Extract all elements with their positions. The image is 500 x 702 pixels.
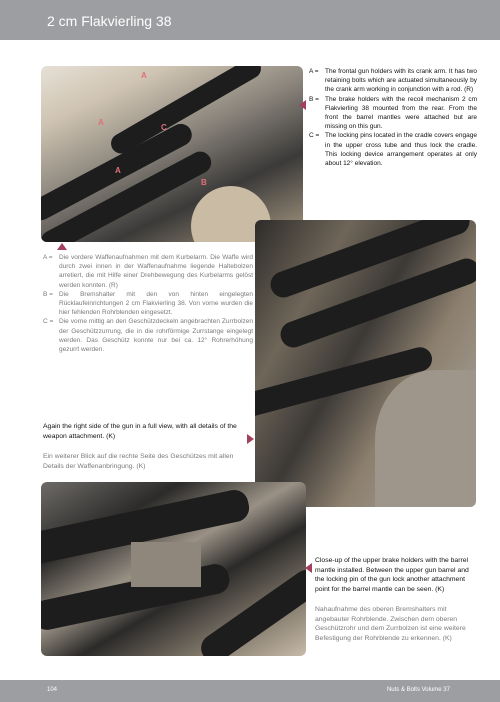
- pointer-up-arrow: [57, 243, 67, 250]
- photo-right-side-view: [255, 220, 476, 507]
- german-caption-list: [43, 253, 253, 354]
- page-footer: [0, 680, 500, 702]
- photo-brake-holders: [41, 482, 306, 656]
- pointer-right-arrow: [247, 434, 254, 444]
- caption-brake-holders-de: Nahaufnahme des oberen Bremshalters mit angebauter Rohrblende. Zwischen dem oberen Geschützrohr und dem Zurrbolzen ist eine weitere Befestigung der Rohrblende zu erkennen. (K): [315, 606, 466, 642]
- photo-label-a: A: [141, 71, 147, 80]
- caption-right-view-de: Ein weiterer Blick auf die rechte Seite des Geschützes mit allen Details der Waffenanbringung. (K): [43, 453, 234, 470]
- photo-label-a: A: [98, 118, 104, 127]
- caption-right-view-en: Again the right side of the gun in a full view, with all details of the weapon attachment. (K): [43, 423, 237, 440]
- list-item: B = Die Bremshalter mit den von hinten eingelegten Rücklaufeinrichtungen 2 cm Flakvierling 38. Von vorne wurden die hier fehlenden Rohrblenden eingesetzt.: [43, 290, 253, 317]
- photo-label-a: A: [115, 166, 121, 175]
- photo-label-b: B: [201, 178, 207, 187]
- list-item: A = Die vordere Waffenaufnahmen mit dem Kurbelarm. Die Waffe wird durch zwei innen in der Waffenaufnahme liegende Haltebolzen arretiert, die mit Hilfe einer Drehbewegung des Kurbelarms gelöst werden konnten. (R): [43, 254, 253, 289]
- gun-shield: [375, 370, 476, 507]
- publication-name: Nuts & Bolts Volume 37: [386, 687, 450, 693]
- caption-brake-holders-en: Close-up of the upper brake holders with the barrel mantle installed. Between the upper gun barrel and the locking pin of the gun lock another attachment point for the barrel mantle can be seen. (K): [315, 557, 469, 593]
- list-item: A = The frontal gun holders with its crank arm. It has two retaining bolts which are actuated simultaneously by the crank arm working in conjunction with a rod. (R): [309, 68, 477, 94]
- pointer-left-arrow: [305, 563, 312, 573]
- english-caption-list: [309, 67, 477, 168]
- pointer-left-arrow: [299, 100, 306, 110]
- photo-label-c: C: [161, 123, 167, 132]
- list-item: B = The brake holders with the recoil mechanism 2 cm Flakvierling 38 mounted from the rear. From the front the barrel mantles were attached but are missing on this gun.: [309, 95, 477, 131]
- page-header: [0, 0, 500, 40]
- page-number: 104: [47, 687, 58, 693]
- list-item: C = Die vorne mittig an den Geschützdeckeln angebrachten Zurrbolzen der Geschützzurrung, die in die rohrförmige Zurrstange eingelegt werden. Das Geschütz konnte nur bei ca. 12° Rohrerhöhung gezurrt werden.: [43, 318, 253, 354]
- brake-holder: [131, 542, 201, 587]
- page-title: 2 cm Flakvierling 38: [47, 13, 172, 29]
- photo-gun-holders: [41, 66, 303, 242]
- list-item: C = The locking pins located in the cradle covers engage in the upper cross tube and thus lock the cradle. This locking device arrangement operates at only about 12° elevation.: [309, 132, 477, 168]
